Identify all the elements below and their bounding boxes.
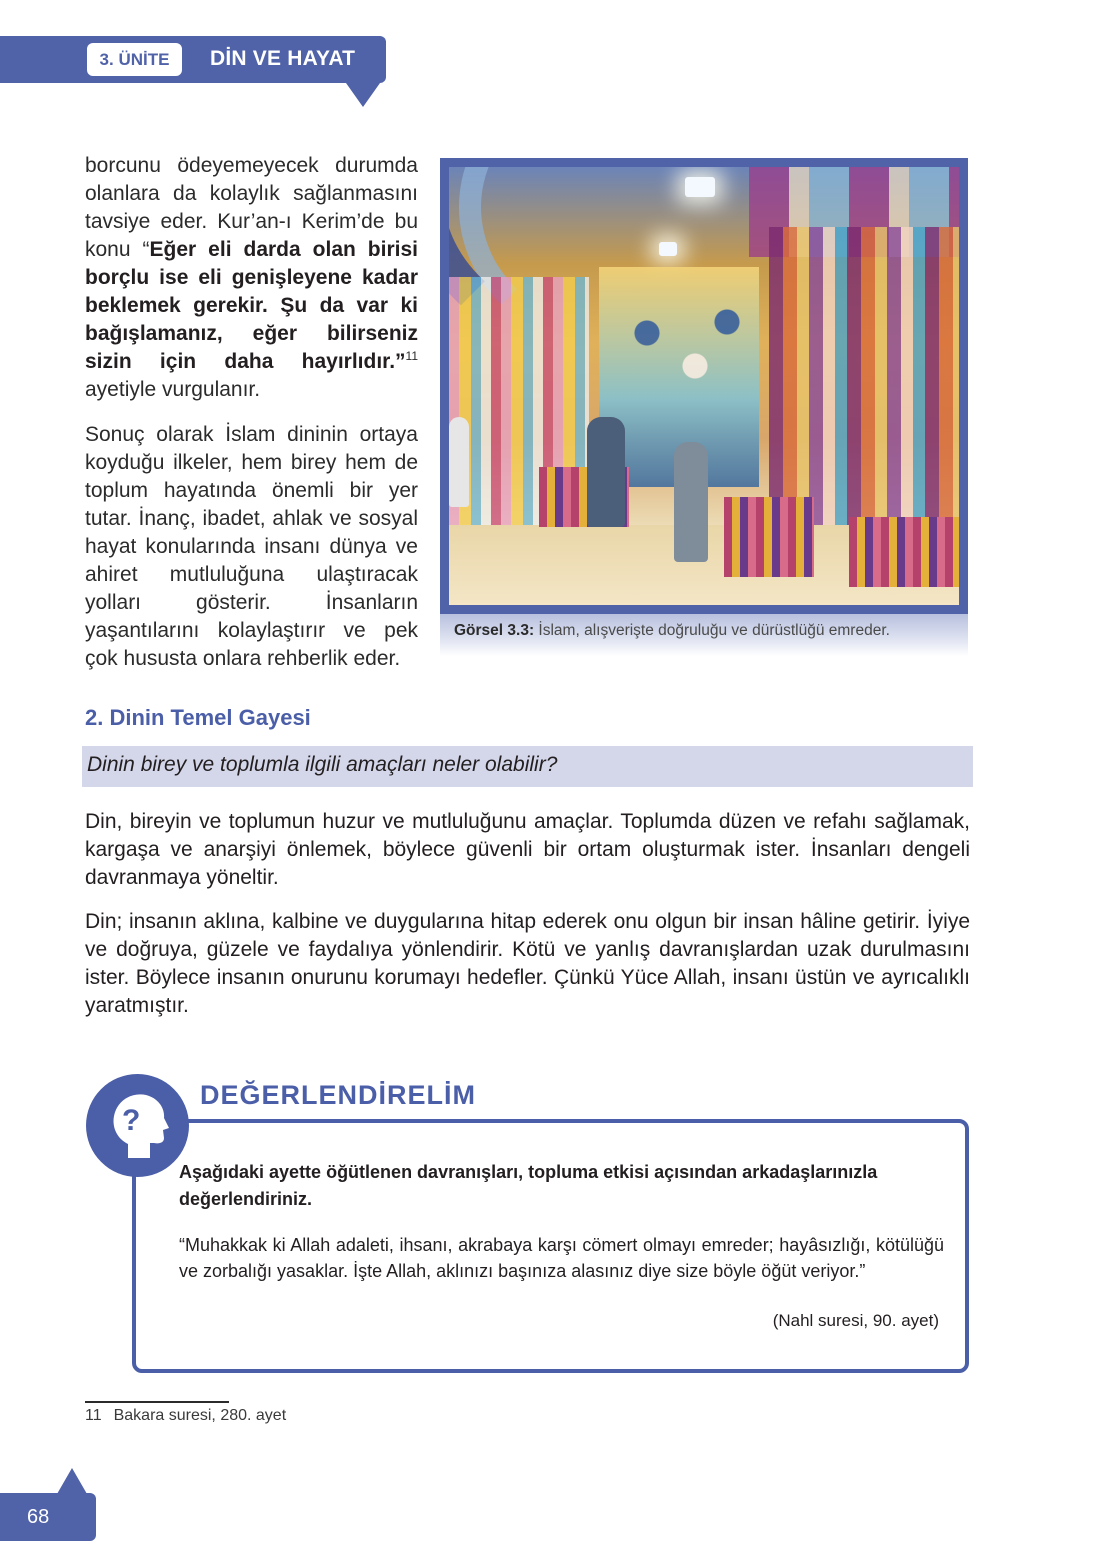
guiding-question: Dinin birey ve toplumla ilgili amaçları neler olabilir? [82,746,973,787]
svg-text:?: ? [121,1103,140,1137]
caption-text: İslam, alışverişte doğruluğu ve dürüstlüğü emreder. [534,622,890,639]
evaluation-title: DEĞERLENDİRELİM [200,1080,477,1110]
figure-caption [440,614,968,656]
footnote-number: 11 [85,1407,102,1424]
question-head-icon [86,1074,189,1177]
caption-label: Görsel 3.3: [454,622,535,639]
unit-title: DİN VE HAYAT [210,47,356,70]
verse-quote: Eğer eli darda olan birisi borçlu ise eli genişleyene kadar beklemek gerekir. Şu da var ki bağışlamanız, eğer bilirseniz sizin için daha hayırlıdır.” [85,238,418,373]
evaluation-verse: “Muhakkak ki Allah adaleti, ihsanı, akrabaya karşı cömert olmayı emreder; hayâsızlığı, kötülüğü ve zorbalığı yasaklar. İşte Allah, aklınızı başınıza alasınız diye size böyle öğüt veriyor.” [179,1235,944,1281]
figure-frame [440,158,968,614]
bazaar-photo [449,167,959,605]
section-paragraph-1: Din, bireyin ve toplumun huzur ve mutluluğunu amaçlar. Toplumda düzen ve refahı sağlamak, kargaşa ve anarşiyi önlemek, böylece güvenli bir ortam oluşturmak ister. İnsanları dengeli davranmaya yöneltir. [85,810,970,889]
paragraph-conclusion: Sonuç olarak İslam dininin ortaya koyduğu ilkeler, hem birey hem de toplum hayatında önemli bir yer tutar. İnanç, ibadet, ahlak ve sosyal hayat konularında insanı dünya ve ahiret mutluluğuna ulaştıracak yolları gösterir. İnsanların yaşantılarını kolaylaştırır ve pek çok hususta onlara rehberlik eder. [85,423,418,670]
section-paragraph-2: Din; insanın aklına, kalbine ve duygularına hitap ederek onu olgun bir insan hâline getirir. İyiye ve doğruya, güzele ve faydalıya yönlendirir. Kötü ve yanlış davranışlardan uzak durulmasını ister. Böylece insanın onurunu korumayı hedefler. Çünkü Yüce Allah, insanı üstün ve ayrıcalıklı yaratmıştır. [85,910,970,1017]
footnote-divider [85,1401,229,1403]
unit-header-tab [0,36,386,83]
verse-source: (Nahl suresi, 90. ayet) [772,1311,939,1330]
footnote [85,1407,286,1425]
paragraph-debt: borcunu ödeyemeyecek durumda olanlara da kolaylık sağlanmasını tavsiye eder. Kur’an-ı Kerim’de bu konu “Eğer eli darda olan birisi borçlu ise eli genişleyene kadar beklemek gerekir. Şu da var ki bağışlamanız, eğer bilirseniz sizin için daha hayırlıdır.”$^{11}$ ayetiyle vurgulanır. [85,154,418,401]
footnote-text: Bakara suresi, 280. ayet [113,1407,287,1424]
left-column-text [85,152,418,690]
footnote-ref[interactable]: 11 [405,349,418,363]
evaluation-instruction: Aşağıdaki ayette öğütlenen davranışları, topluma etkisi açısından arkadaşlarınızla değerlendiriniz. [179,1162,878,1209]
section-title: 2. Dinin Temel Gayesi [85,705,311,730]
unit-badge: 3. ÜNİTE [87,43,182,76]
page-number: 68 [0,1493,96,1541]
